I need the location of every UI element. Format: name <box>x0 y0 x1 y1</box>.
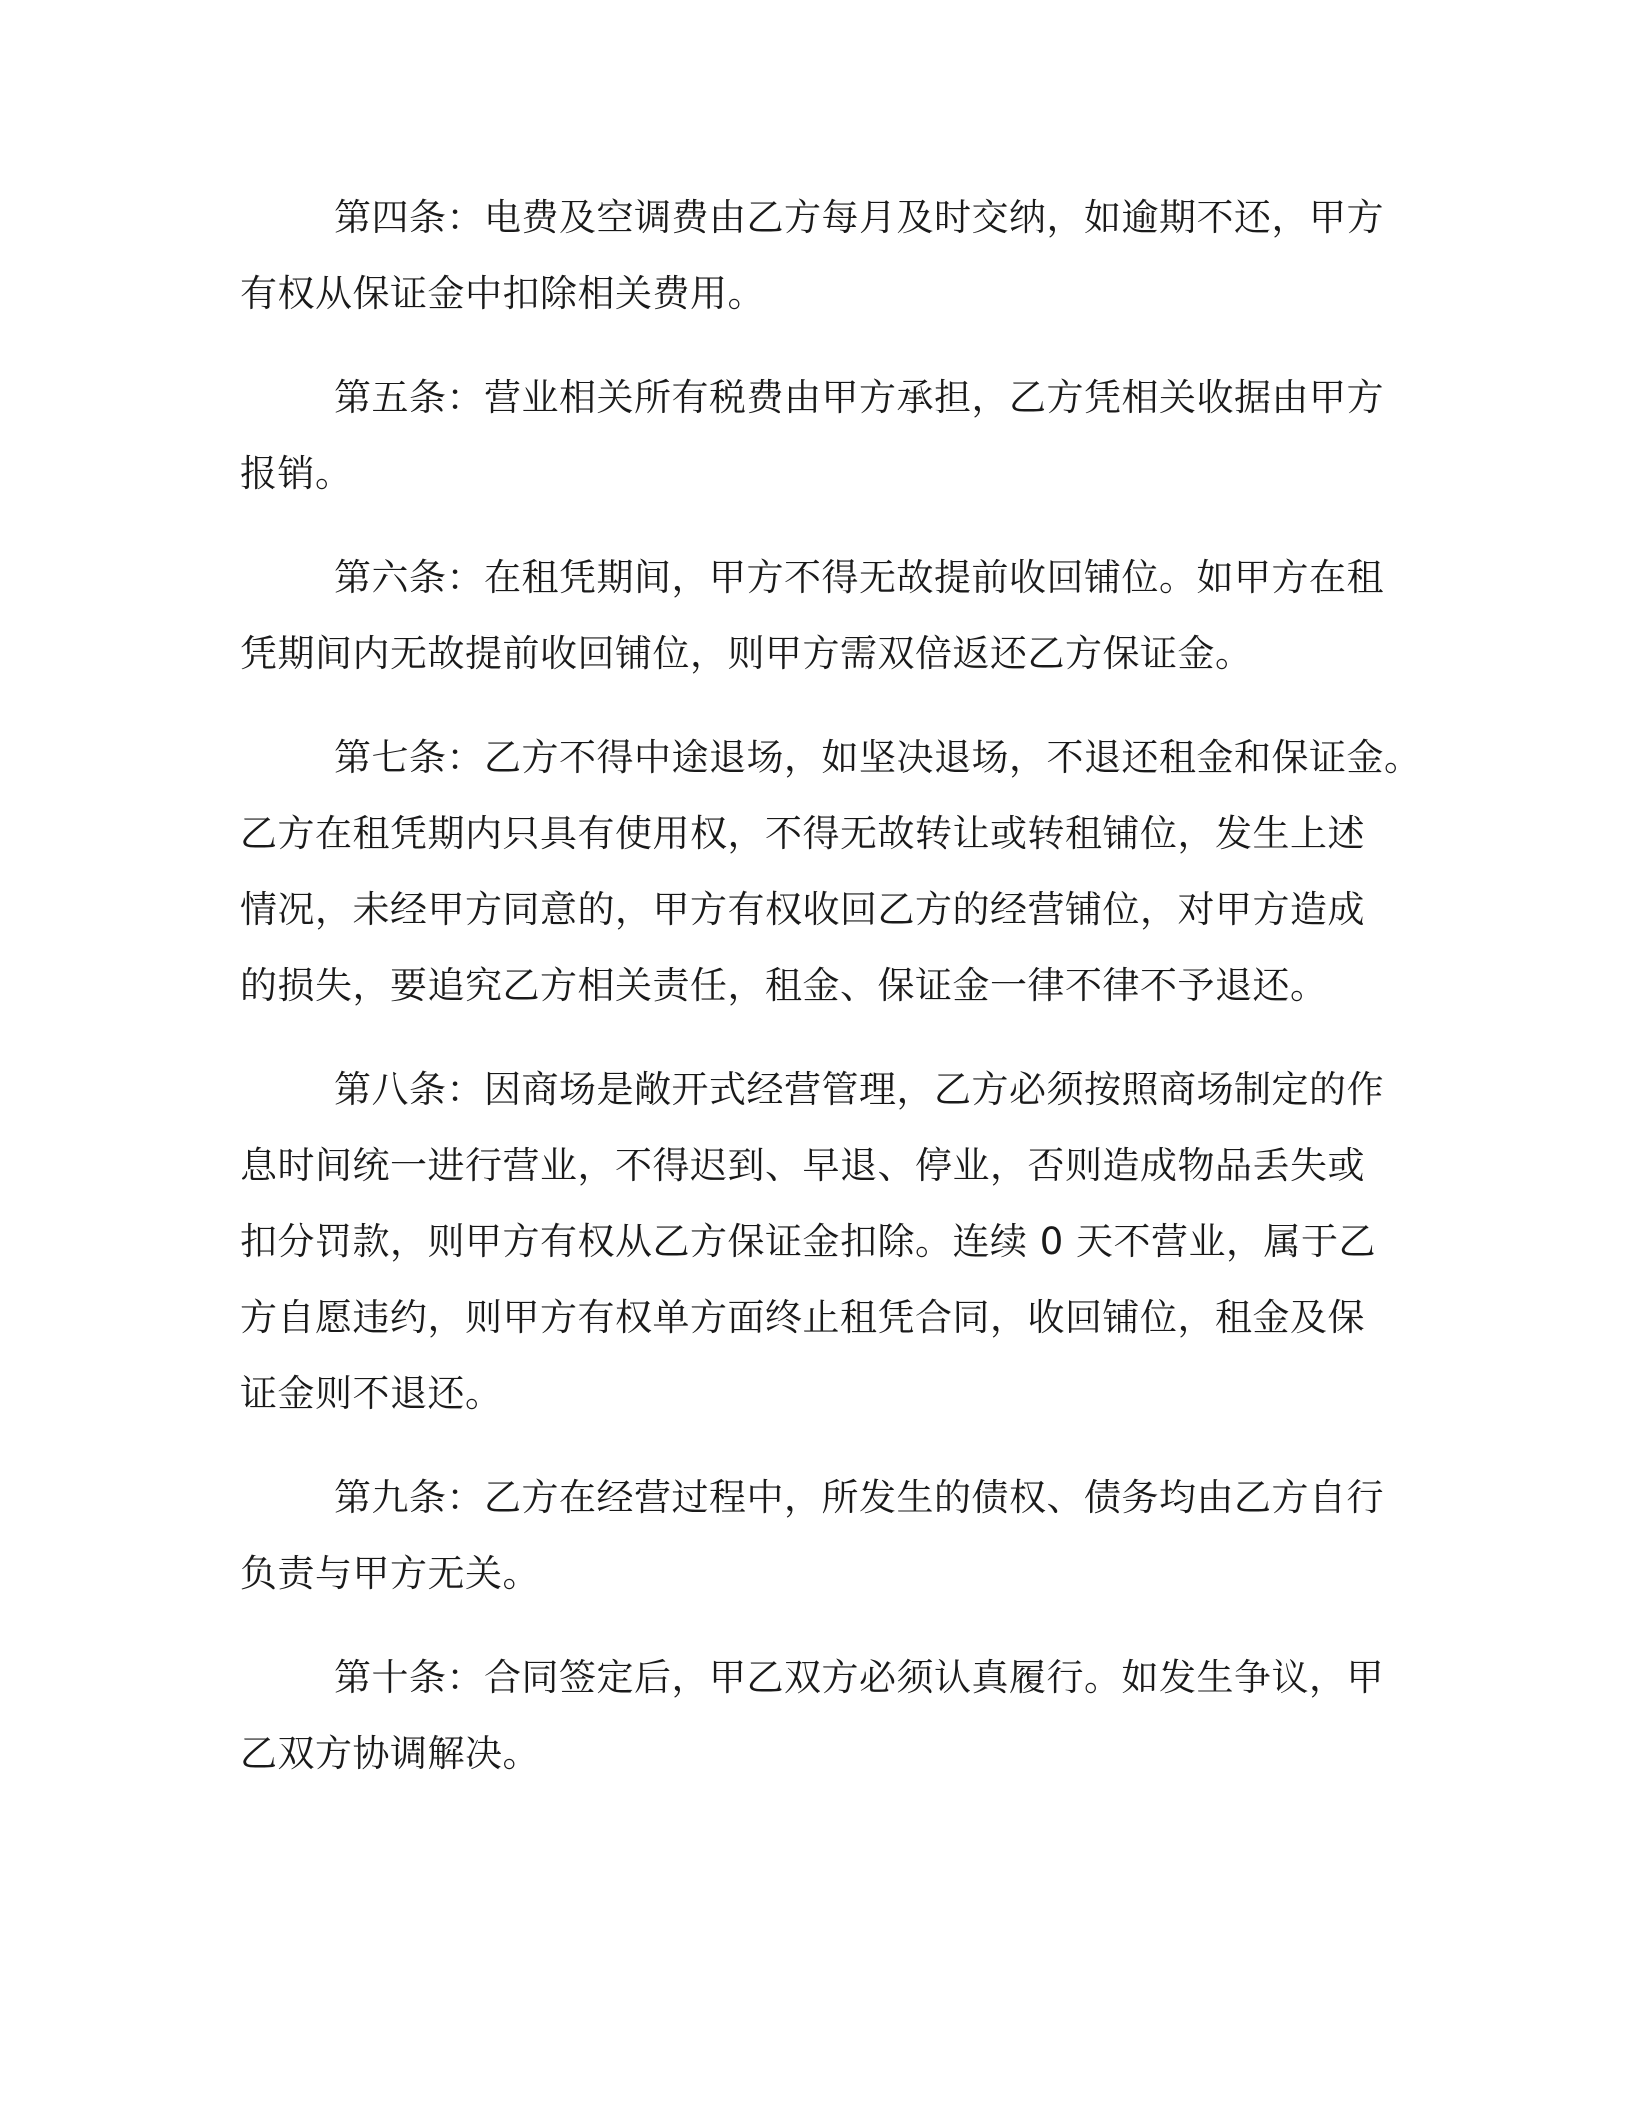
article-9-line-1: 第九条：乙方在经营过程中，所发生的债权、债务均由乙方自行 <box>334 1476 1384 1519</box>
article-7-line-1: 第七条：乙方不得中途退场，如坚决退场，不退还租金和保证金。 <box>334 736 1422 779</box>
article-8-line-1: 第八条：因商场是敞开式经营管理，乙方必须按照商场制定的作 <box>334 1068 1384 1111</box>
article-8-line-5: 证金则不退还。 <box>240 1372 503 1415</box>
article-10-line-2: 乙双方协调解决。 <box>240 1732 540 1775</box>
article-6-line-2: 凭期间内无故提前收回铺位，则甲方需双倍返还乙方保证金。 <box>240 632 1253 675</box>
article-7-line-2: 乙方在租凭期内只具有使用权，不得无故转让或转租铺位，发生上述 <box>240 812 1365 855</box>
article-7-line-4: 的损失，要追究乙方相关责任，租金、保证金一律不律不予退还。 <box>240 964 1328 1007</box>
article-8-line-4: 方自愿违约，则甲方有权单方面终止租凭合同，收回铺位，租金及保 <box>240 1296 1365 1339</box>
article-8-line-3: 扣分罚款，则甲方有权从乙方保证金扣除。连续 0 天不营业，属于乙 <box>240 1220 1377 1263</box>
article-6-line-1: 第六条：在租凭期间，甲方不得无故提前收回铺位。如甲方在租 <box>334 556 1384 599</box>
article-8-line-2: 息时间统一进行营业，不得迟到、早退、停业，否则造成物品丢失或 <box>240 1144 1365 1187</box>
article-7-line-3: 情况，未经甲方同意的，甲方有权收回乙方的经营铺位，对甲方造成 <box>240 888 1365 931</box>
article-4-line-1: 第四条：电费及空调费由乙方每月及时交纳，如逾期不还，甲方 <box>334 196 1384 239</box>
article-5-line-1: 第五条：营业相关所有税费由甲方承担，乙方凭相关收据由甲方 <box>334 376 1384 419</box>
article-5-line-2: 报销。 <box>240 452 353 495</box>
article-9-line-2: 负责与甲方无关。 <box>240 1552 540 1595</box>
article-10-line-1: 第十条：合同签定后，甲乙双方必须认真履行。如发生争议，甲 <box>334 1656 1384 1699</box>
article-4-line-2: 有权从保证金中扣除相关费用。 <box>240 272 765 315</box>
